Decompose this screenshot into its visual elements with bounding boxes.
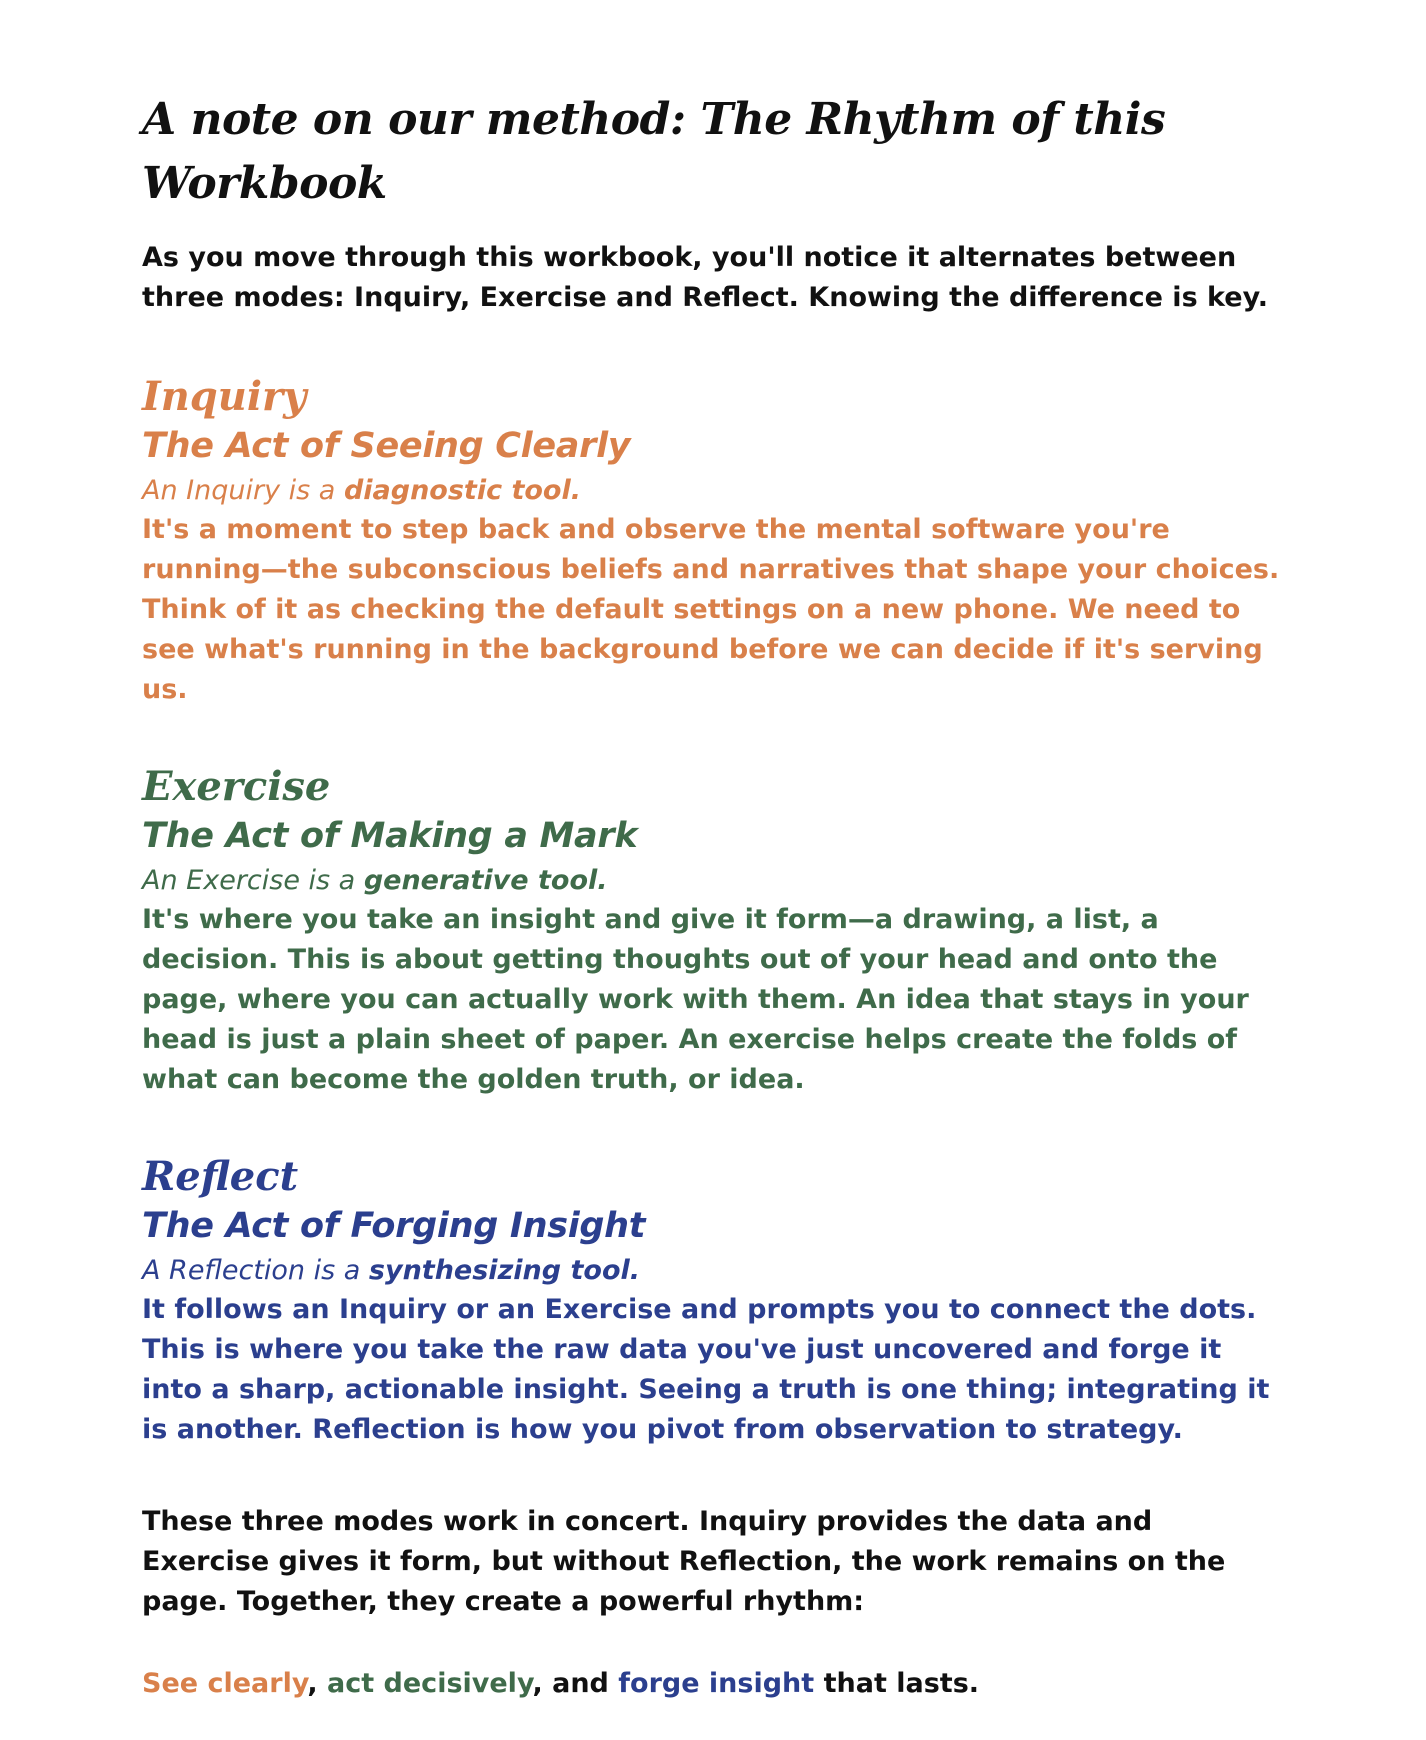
inquiry-description: It's a moment to step back and observe the mental software you're running—the subconscious beliefs and narratives that shape your choices. Think of it as checking the default settings on a new phone. We need to see what's running in the background before we can decide if it's serving us.: [142, 514, 1280, 705]
reflect-tool-line: [142, 1252, 1322, 1290]
exercise-tool-prefix: An Exercise is a: [142, 865, 364, 896]
page-title: A note on our method: The Rhythm of this Workbook: [142, 94, 1166, 209]
inquiry-section: [142, 372, 1322, 710]
exercise-tool-strong: generative tool.: [363, 865, 608, 896]
closing-sep-1: ,: [307, 1668, 328, 1699]
reflect-heading: Reflect: [142, 1153, 299, 1200]
intro-paragraph: As you move through this workbook, you'll notice it alternates between three modes: Inquiry, Exercise and Reflect. Knowing the difference is key.: [142, 242, 1268, 313]
closing-see-clearly: See clearly: [142, 1668, 308, 1699]
exercise-description: It's where you take an insight and give it form—a drawing, a list, a decision. This is about getting thoughts out of your head and onto the page, where you can actually work with them. An idea that stays in your head is just a plain sheet of paper. An exercise helps create the folds of what can become the golden truth, or idea.: [142, 904, 1249, 1095]
exercise-tool-line: [142, 862, 1322, 900]
closing-act-decisively: act decisively: [327, 1668, 533, 1699]
inquiry-subheading: The Act of Seeing Clearly: [142, 426, 631, 466]
inquiry-heading: Inquiry: [142, 373, 307, 420]
inquiry-tool-strong: diagnostic tool.: [343, 475, 581, 506]
closing-forge-insight: forge insight: [618, 1668, 815, 1699]
reflect-tool-prefix: A Reflection is a: [142, 1255, 369, 1286]
workbook-page: [142, 88, 1322, 1704]
exercise-section: [142, 762, 1322, 1100]
exercise-heading: Exercise: [142, 763, 331, 810]
reflect-section: [142, 1152, 1322, 1450]
reflect-description: It follows an Inquiry or an Exercise and prompts you to connect the dots. This is where you take the raw data you've just uncovered and forge it into a sharp, actionable insight. Seeing a truth is one thing; integrating it is another. Reflection is how you pivot from observation to strategy.: [142, 1294, 1270, 1445]
closing-end: that lasts.: [814, 1668, 980, 1699]
closing-line: [142, 1664, 1322, 1704]
outro-paragraph: These three modes work in concert. Inquiry provides the data and Exercise gives it form, but without Reflection, the work remains on the page. Together, they create a powerful rhythm:: [142, 1506, 1226, 1617]
inquiry-tool-prefix: An Inquiry is a: [142, 475, 344, 506]
closing-sep-2: , and: [532, 1668, 619, 1699]
exercise-subheading: The Act of Making a Mark: [142, 816, 638, 856]
reflect-tool-strong: synthesizing tool.: [368, 1255, 641, 1286]
reflect-subheading: The Act of Forging Insight: [142, 1206, 646, 1246]
inquiry-tool-line: [142, 472, 1322, 510]
